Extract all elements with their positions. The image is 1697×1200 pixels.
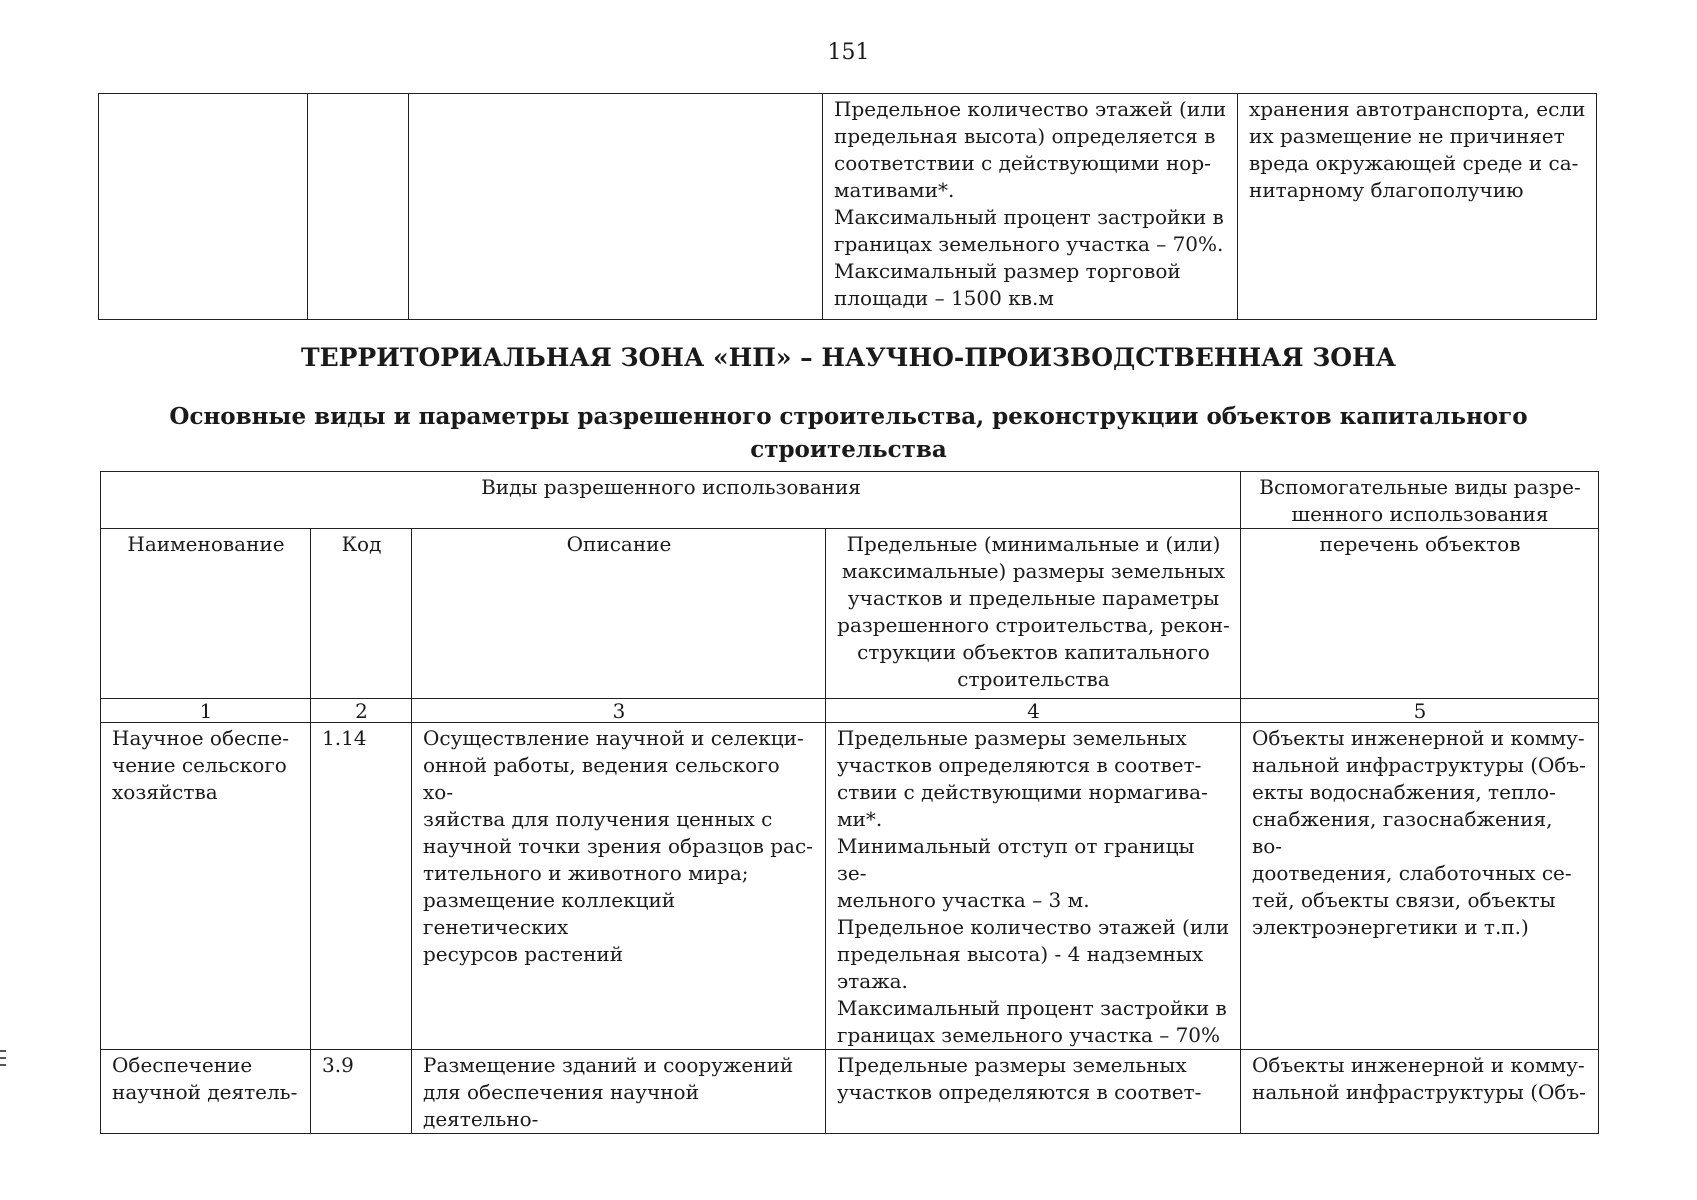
column-header-row	[101, 529, 1599, 699]
aux-text: Объекты инженерной и комму- нальной инфраструктуры (Объ-	[1252, 1053, 1586, 1104]
name-cell	[101, 723, 311, 1050]
code-cell	[308, 94, 409, 320]
aux-cell	[1241, 1050, 1599, 1134]
description-cell	[412, 723, 826, 1050]
table-row	[101, 1050, 1599, 1134]
scan-mark	[0, 1064, 6, 1066]
scan-mark	[0, 1050, 6, 1052]
name-text: Обеспечение научной деятель-	[112, 1053, 298, 1104]
params-text: Предельное количество этажей (или предельная высота) определяется в соответствии с действующими нор- мативами*. Максимальный процент застройки в границах земельного участка – 70%. Максимальный размер торговой площади – 1500 кв.м	[834, 97, 1227, 310]
group-header-row	[101, 472, 1599, 529]
col-list-label: перечень объектов	[1319, 532, 1521, 556]
aux-header-label: Вспомогательные виды разре- шенного использования	[1259, 475, 1581, 526]
zone-uses-table	[100, 471, 1599, 1134]
col-index: 4	[826, 699, 1241, 723]
col-index: 3	[412, 699, 826, 723]
code-cell	[311, 723, 412, 1050]
zone-title: ТЕРРИТОРИАЛЬНАЯ ЗОНА «НП» – НАУЧНО-ПРОИЗВОДСТВЕННАЯ ЗОНА	[300, 343, 1397, 372]
description-cell	[412, 1050, 826, 1134]
group-header	[101, 472, 1241, 529]
params-cell	[826, 723, 1241, 1050]
description-text: Осуществление научной и селекци- онной работы, ведения сельского хо- зяйства для получения ценных с научной точки зрения образцов рас- тительного и животного мира; размещение коллекций генетических ресурсов растений	[423, 726, 813, 966]
name-cell	[101, 1050, 311, 1134]
params-text: Предельные размеры земельных участков определяются в соответ-	[837, 1053, 1202, 1104]
table-row	[101, 723, 1599, 1050]
name-cell	[99, 94, 308, 320]
col-params-label: Предельные (минимальные и (или) максимальные) размеры земельных участков и предельные параметры разрешенного строительства, рекон- струкции объектов капитального строительства	[837, 532, 1230, 691]
scan-edge-marks	[0, 1050, 4, 1071]
aux-cell	[1241, 723, 1599, 1050]
col-index: 2	[311, 699, 412, 723]
col-name-header	[101, 529, 311, 699]
col-desc-header	[412, 529, 826, 699]
code-text: 1.14	[322, 726, 367, 750]
params-cell	[823, 94, 1238, 320]
page-number: 151	[827, 40, 870, 65]
code-text: 3.9	[322, 1053, 354, 1077]
aux-text: Объекты инженерной и комму- нальной инфраструктуры (Объ- екты водоснабжения, тепло- снабжения, газоснабжения, во- доотведения, слаботочных се- тей, объекты связи, объекты электроэнергетики и т.п.)	[1252, 726, 1586, 939]
col-index: 5	[1241, 699, 1599, 723]
col-list-header	[1241, 529, 1599, 699]
col-desc-label: Описание	[566, 532, 672, 556]
col-code-label: Код	[341, 532, 382, 556]
name-text: Научное обеспе- чение сельского хозяйства	[112, 726, 289, 804]
params-text: Предельные размеры земельных участков определяются в соответ- ствии с действующими нормагива- ми*. Минимальный отступ от границы зе- мельного участка – 3 м. Предельное количество этажей (или предельная высота) - 4 надземных этажа. Максимальный процент застройки в границах земельного участка – 70%	[837, 726, 1230, 1047]
col-name-label: Наименование	[127, 532, 285, 556]
table-row	[99, 94, 1597, 320]
col-params-header	[826, 529, 1241, 699]
column-index-row	[101, 699, 1599, 723]
group-header-label: Виды разрешенного использования	[481, 475, 861, 499]
col-index: 1	[101, 699, 311, 723]
params-cell	[826, 1050, 1241, 1134]
section-title: Основные виды и параметры разрешенного строительства, реконструкции объектов капитального строительства	[169, 403, 1528, 463]
scan-mark	[0, 1057, 6, 1059]
col-code-header	[311, 529, 412, 699]
continued-table	[98, 93, 1597, 320]
description-text: Размещение зданий и сооружений для обеспечения научной деятельно-	[423, 1053, 794, 1131]
description-cell	[409, 94, 823, 320]
aux-header	[1241, 472, 1599, 529]
aux-text: хранения автотранспорта, если их размещение не причиняет вреда окружающей среде и са- нитарному благополучию	[1249, 97, 1586, 202]
aux-cell	[1238, 94, 1597, 320]
code-cell	[311, 1050, 412, 1134]
